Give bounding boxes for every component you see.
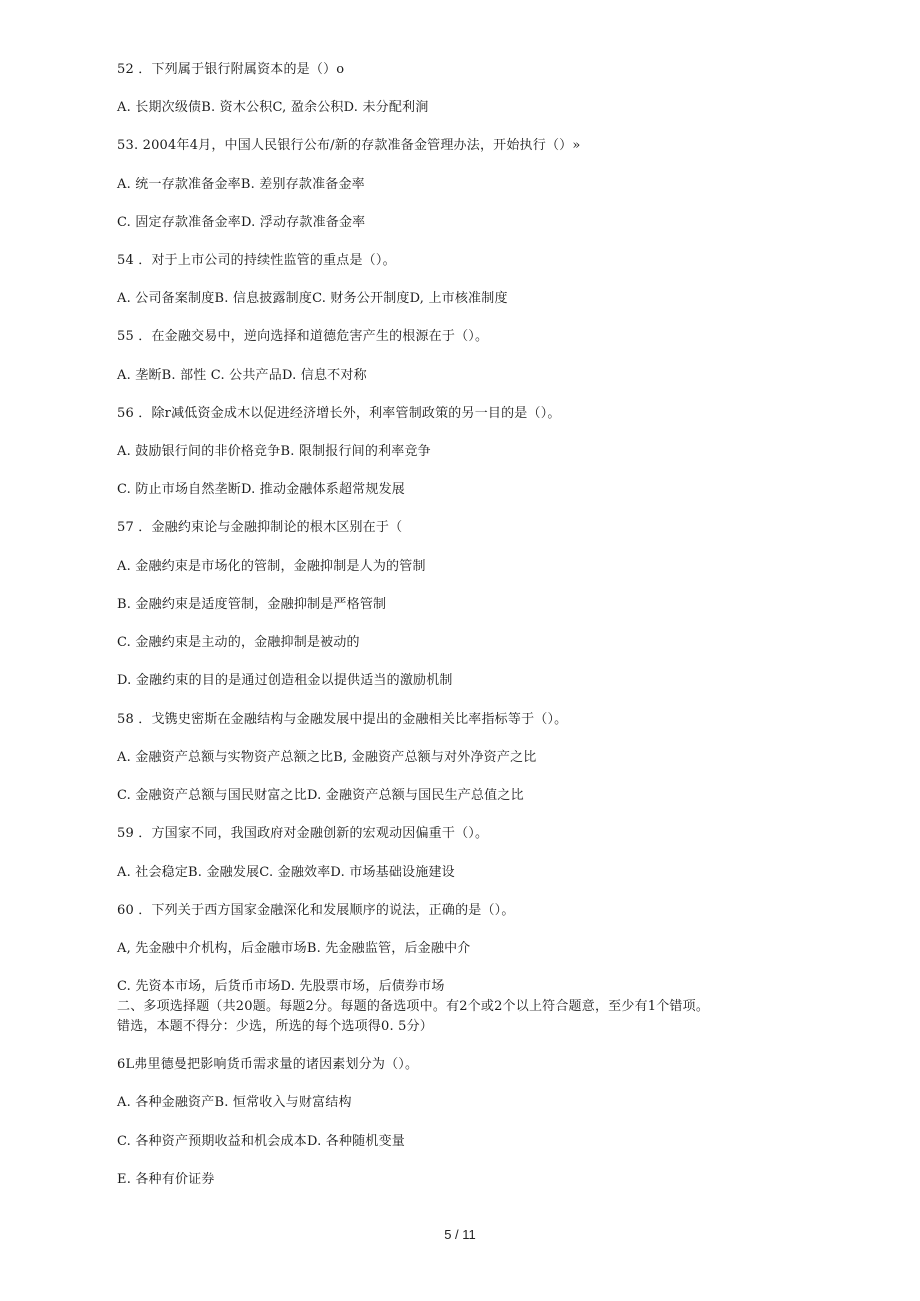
question-52: 52 ．下列属于银行附属资本的是（）o xyxy=(117,62,345,77)
options-61-cd: C. 各种资产预期收益和机会成本D. 各种随机变量 xyxy=(117,1134,405,1149)
options-58-cd: C. 金融资产总额与国民财富之比D. 金融资产总额与国民生产总值之比 xyxy=(117,788,524,803)
question-56: 56 ．除r减低资金成木以促进经济增长外，利率管制政策的另一目的是（）。 xyxy=(117,406,561,421)
option-61-e: E. 各种有价证券 xyxy=(117,1172,215,1187)
options-56-ab: A. 鼓励银行间的非价格竞争B. 限制报行间的利率竞争 xyxy=(117,444,431,459)
section-heading-multiple-choice: 二、多项选择题（共20题。每题2分。每题的备选项中。有2个或2个以上符合题意，至少有1个错项。 xyxy=(117,999,710,1014)
options-59: A. 社会稳定B. 金融发展C. 金融效率D. 市场基础设施建设 xyxy=(117,865,455,880)
option-57-d: D. 金融约束的目的是通过创造租金以提供适当的激励机制 xyxy=(117,673,453,688)
option-57-c: C. 金融约束是主动的，金融抑制是被动的 xyxy=(117,635,360,650)
question-58: 58 ．戈镌史密斯在金融结构与金融发展中提出的金融相关比率指标等于（）。 xyxy=(117,712,568,727)
question-53: 53. 2004年4月，中国人民银行公布/新的存款准备金管理办法，开始执行（）» xyxy=(117,138,581,153)
section-instructions: 错选，本题不得分：少选，所选的每个选项得0. 5分） xyxy=(117,1019,434,1034)
question-55: 55 ．在金融交易中，逆向选择和道德危害产生的根源在于（）。 xyxy=(117,329,489,344)
options-60-cd: C. 先资本市场，后货币市场D. 先股票市场，后债券市场 xyxy=(117,979,445,994)
options-56-cd: C. 防止市场自然垄断D. 推动金融体系超常规发展 xyxy=(117,482,405,497)
options-53-cd: C. 固定存款准备金率D. 浮动存款准备金率 xyxy=(117,215,366,230)
options-54: A. 公司备案制度B. 信息披露制度C. 财务公开制度D, 上市核准制度 xyxy=(117,291,508,306)
question-57: 57 ．金融约束论与金融抑制论的根木区别在于（ xyxy=(117,520,403,535)
option-57-a: A. 金融约束是市场化的管制，金融抑制是人为的管制 xyxy=(117,559,426,574)
page-number: 5 / 11 xyxy=(444,1227,476,1242)
options-53-ab: A. 统一存款准备金率B. 差别存款准备金率 xyxy=(117,177,365,192)
options-58-ab: A. 金融资产总额与实物资产总额之比B, 金融资产总额与对外净资产之比 xyxy=(117,750,537,765)
question-60: 60 ．下列关于西方国家金融深化和发展顺序的说法，正确的是（）。 xyxy=(117,903,515,918)
options-60-ab: A, 先金融中介机构，后金融市场B. 先金融监管，后金融中介 xyxy=(117,941,471,956)
question-59: 59 ．方国家不同，我国政府对金融创新的宏观动因偏重干（）。 xyxy=(117,826,489,841)
options-61-ab: A. 各种金融资产B. 恒常收入与财富结构 xyxy=(117,1095,352,1110)
options-52: A. 长期次级债B. 资木公积C, 盈余公积D. 未分配利涧 xyxy=(117,100,429,115)
options-55: A. 垄断B. 部性 C. 公共产品D. 信息不对称 xyxy=(117,368,367,383)
question-61: 6L弗里德曼把影响货币需求量的诸因素划分为（）。 xyxy=(117,1057,419,1072)
option-57-b: B. 金融约束是适度管制，金融抑制是严格管制 xyxy=(117,597,387,612)
question-54: 54 ．对于上市公司的持续性监管的重点是（）。 xyxy=(117,253,396,268)
